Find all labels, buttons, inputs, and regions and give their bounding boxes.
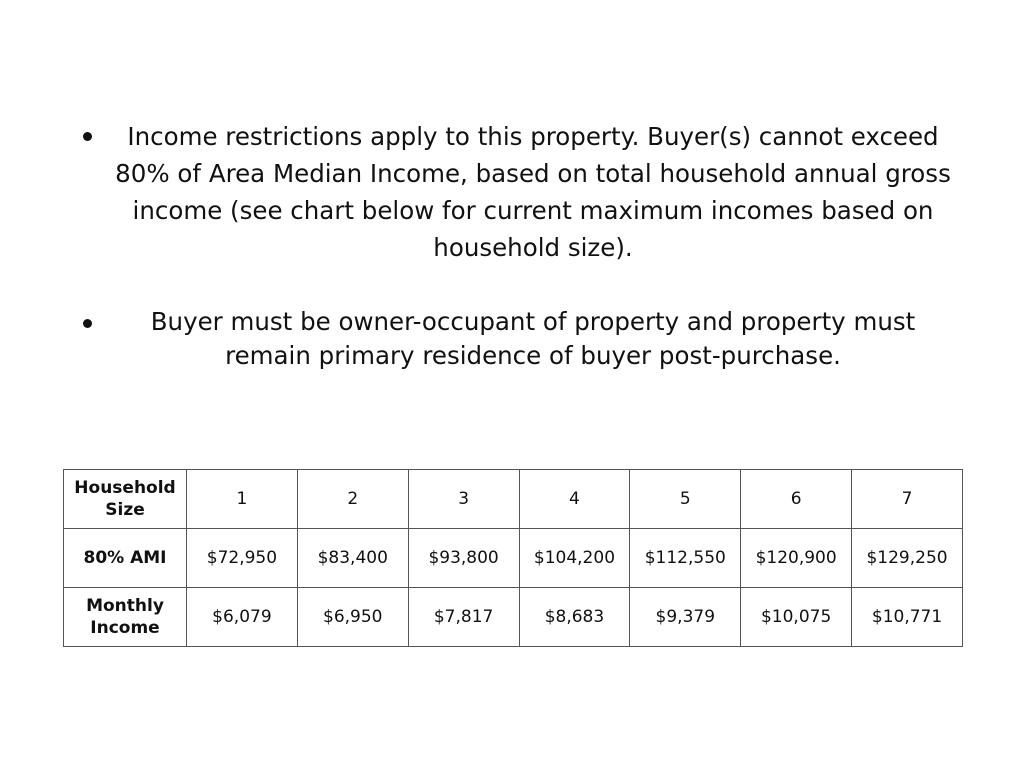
table-cell: 5	[630, 470, 741, 529]
bullet-dot-icon	[83, 132, 92, 141]
table-cell: 2	[297, 470, 408, 529]
table-cell: $7,817	[408, 588, 519, 647]
row-label-ami: 80% AMI	[64, 529, 187, 588]
table-row-ami	[64, 529, 963, 588]
table-cell: $6,079	[187, 588, 298, 647]
table-cell: $72,950	[187, 529, 298, 588]
table-cell: $10,075	[741, 588, 852, 647]
table-cell: 7	[852, 470, 963, 529]
income-limits-table	[63, 469, 963, 647]
table-cell: 6	[741, 470, 852, 529]
table-cell: 3	[408, 470, 519, 529]
table-cell: $120,900	[741, 529, 852, 588]
bullet-text-owner-occupant: Buyer must be owner-occupant of property and property must remain primary residence of buyer post-purchase.	[150, 307, 916, 370]
bullet-item	[80, 118, 960, 266]
table-row-monthly-income	[64, 588, 963, 647]
table-cell: 4	[519, 470, 630, 529]
table-row-household-size	[64, 470, 963, 529]
bullet-item	[80, 305, 960, 373]
table-cell: $129,250	[852, 529, 963, 588]
table-cell: 1	[187, 470, 298, 529]
table-cell: $112,550	[630, 529, 741, 588]
table-cell: $10,771	[852, 588, 963, 647]
row-label-household-size: Household Size	[64, 470, 187, 529]
bullet-text-income-restrictions: Income restrictions apply to this property. Buyer(s) cannot exceed 80% of Area Median Income, based on total household annual gross income (see chart below for current maximum incomes based on household size).	[115, 122, 951, 262]
bullet-dot-icon	[83, 319, 92, 328]
table-cell: $6,950	[297, 588, 408, 647]
table-cell: $9,379	[630, 588, 741, 647]
table-cell: $104,200	[519, 529, 630, 588]
table-cell: $93,800	[408, 529, 519, 588]
row-label-monthly-income: Monthly Income	[64, 588, 187, 647]
bullet-list	[80, 118, 960, 373]
table-cell: $8,683	[519, 588, 630, 647]
table-cell: $83,400	[297, 529, 408, 588]
